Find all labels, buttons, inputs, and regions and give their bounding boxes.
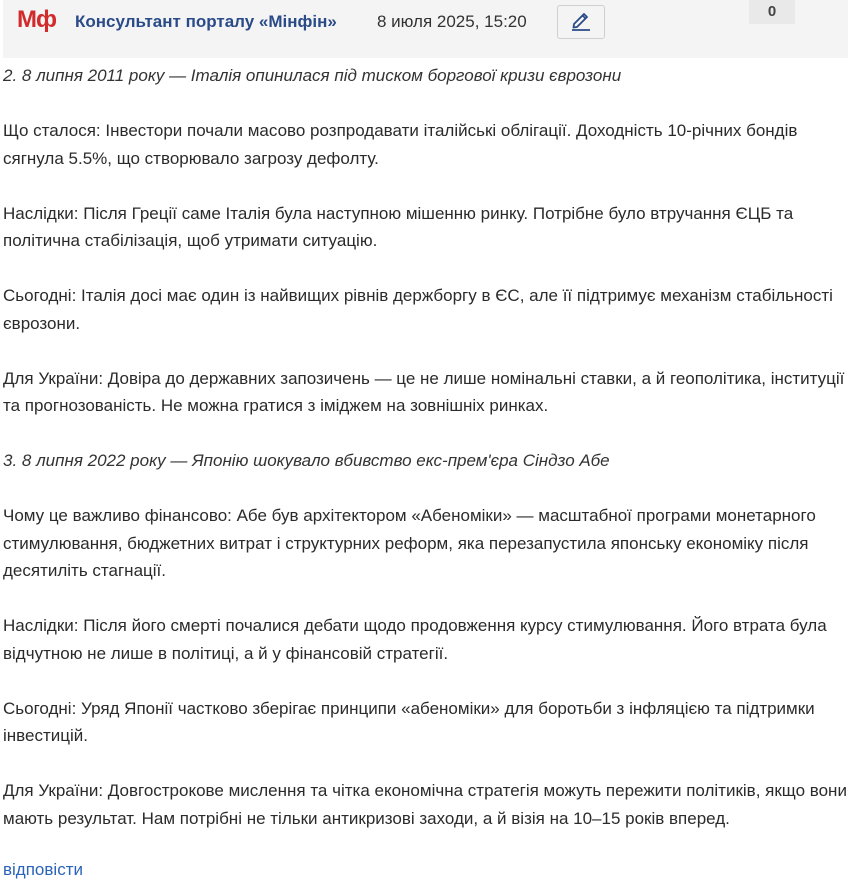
pencil-icon bbox=[569, 9, 593, 36]
comment-header bbox=[3, 0, 848, 58]
edit-button[interactable] bbox=[557, 5, 605, 39]
comment-paragraph: Сьогодні: Уряд Японії частково зберігає принципи «абеноміки» для боротьби з інфляцією та підтримки інвестицій. bbox=[3, 698, 815, 745]
author-name[interactable]: Консультант порталу «Мінфін» bbox=[75, 12, 337, 31]
comment-paragraph: Для України: Довгострокове мислення та чітка економічна стратегія можуть пережити політиків, якщо вони мають результат. Нам потрібні не тільки антикризові заходи, а й візія на 10–15 років вперед. bbox=[3, 781, 847, 828]
comment-paragraph: Наслідки: Після Греції саме Італія була наступною мішенню ринку. Потрібне було втручання ЄЦБ та політична стабілізація, щоб утримати ситуацію. bbox=[3, 203, 794, 250]
comment-paragraph: Сьогодні: Італія досі має один із найвищих рівнів держборгу в ЄС, але її підтримує механізм стабільності єврозони. bbox=[3, 286, 833, 333]
comment-paragraph: Чому це важливо фінансово: Абе був архітектором «Абеноміки» — масштабної програми монетарного стимулювання, бюджетних витрат і структурних реформ, яка перезапустила японську економіку після десятиліть стагнації. bbox=[3, 506, 816, 580]
reply-link[interactable]: відповісти bbox=[3, 860, 83, 879]
comment-paragraph: Для України: Довіра до державних запозичень — це не лише номінальні ставки, а й геополітика, інституції та прогнозованість. Не можна гратися з іміджем на зовнішніх ринках. bbox=[3, 368, 845, 415]
comment-body bbox=[3, 62, 855, 860]
like-counter[interactable]: 0 bbox=[749, 0, 795, 24]
comment-paragraph: 3. 8 липня 2022 року — Японію шокувало вбивство екс-прем'єра Сіндзо Абе bbox=[3, 451, 610, 470]
comment-paragraph: Що сталося: Інвестори почали масово розпродавати італійські облігації. Доходність 10-річних бондів сягнула 5.5%, що створювало загрозу дефолту. bbox=[3, 121, 798, 168]
comment-timestamp: 8 июля 2025, 15:20 bbox=[377, 12, 527, 31]
comment-paragraph: 2. 8 липня 2011 року — Італія опинилася під тиском боргової кризи єврозони bbox=[3, 66, 622, 85]
comment-paragraph: Наслідки: Після його смерті почалися дебати щодо продовження курсу стимулювання. Його втрата була відчутною не лише в політиці, а й у фінансовій стратегії. bbox=[3, 616, 827, 663]
minfin-logo: Мф bbox=[17, 6, 56, 33]
